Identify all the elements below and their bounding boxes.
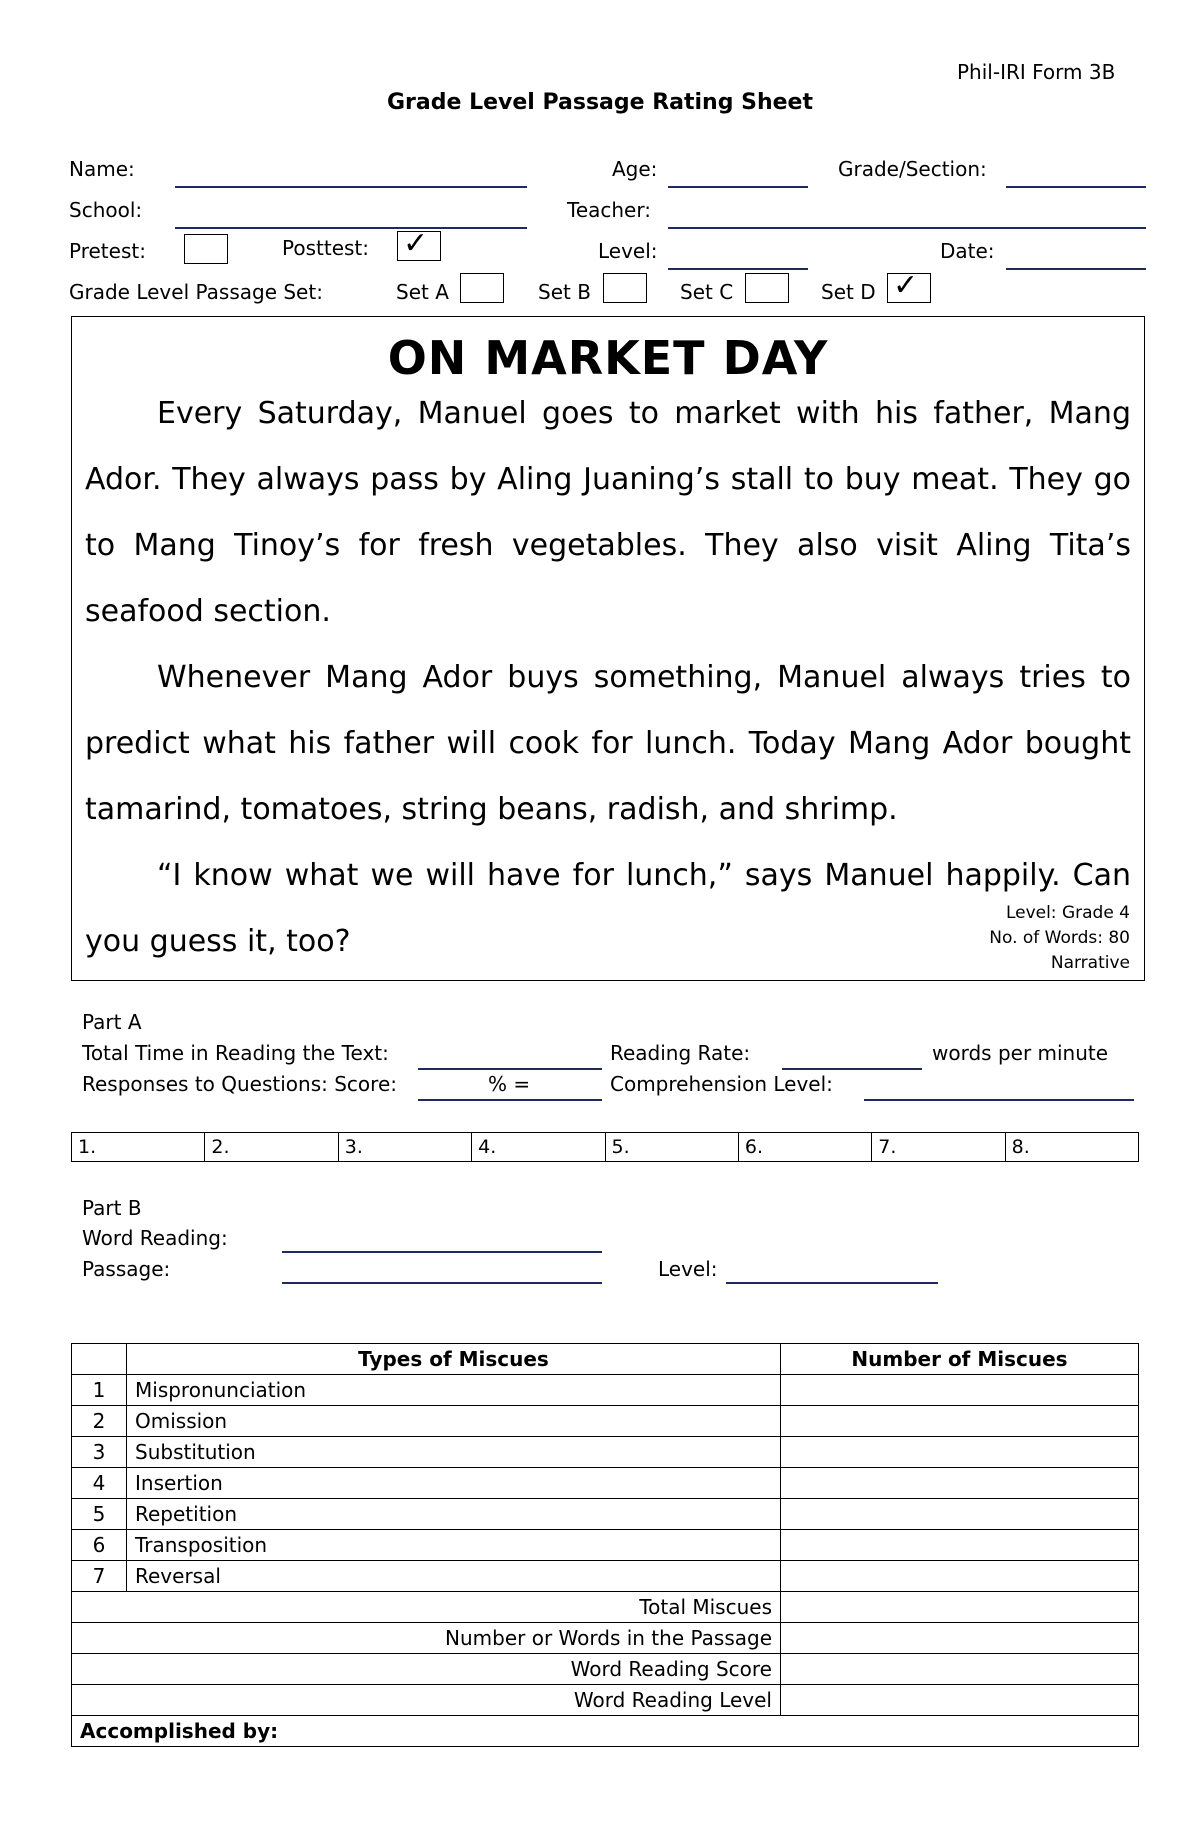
checkmark-icon: ✓ — [403, 226, 429, 261]
word-reading-field[interactable] — [282, 1251, 602, 1253]
word-reading-label: Word Reading: — [82, 1226, 228, 1250]
miscue-type: Mispronunciation — [127, 1375, 781, 1406]
teacher-field[interactable] — [668, 227, 1146, 229]
word-reading-score-label: Word Reading Score — [72, 1654, 781, 1685]
question-cell[interactable]: 8. — [1011, 1136, 1030, 1158]
passage-title: ON MARKET DAY — [387, 331, 829, 385]
set-c-label: Set C — [680, 280, 734, 304]
passage-meta — [989, 901, 1130, 976]
set-a-label: Set A — [396, 280, 449, 304]
passage-paragraph: Every Saturday, Manuel goes to market with his father, Mang Ador. They always pass by Aling Juaning’s stall to buy meat. They go to Mang Tinoy’s for fresh vegetables. They also visit Aling Tita’s seafood section. — [85, 396, 1131, 629]
number-of-words-cell[interactable] — [781, 1623, 1139, 1654]
number-of-words-row — [72, 1623, 1139, 1654]
row-number: 3 — [72, 1437, 127, 1468]
percent-label: % = — [488, 1072, 531, 1096]
part-a-heading: Part A — [82, 1010, 142, 1034]
set-d-checkbox[interactable] — [887, 268, 931, 303]
table-row — [72, 1406, 1139, 1437]
passage-body — [85, 381, 1131, 975]
comprehension-field[interactable] — [864, 1099, 1134, 1101]
table-row — [72, 1530, 1139, 1561]
table-header-number: Number of Miscues — [781, 1344, 1139, 1375]
word-reading-score-cell[interactable] — [781, 1654, 1139, 1685]
reading-rate-label: Reading Rate: — [610, 1041, 751, 1065]
question-cell[interactable]: 2. — [205, 1133, 338, 1161]
set-d-label: Set D — [821, 280, 876, 304]
passage-label: Passage: — [82, 1257, 171, 1281]
set-a-checkbox[interactable] — [460, 273, 504, 303]
miscue-table — [71, 1343, 1139, 1747]
row-number: 1 — [72, 1375, 127, 1406]
part-b-heading: Part B — [82, 1196, 142, 1220]
responses-label: Responses to Questions: Score: — [82, 1072, 397, 1096]
row-number: 2 — [72, 1406, 127, 1437]
question-cell[interactable]: 1. — [72, 1133, 205, 1161]
word-reading-score-row — [72, 1654, 1139, 1685]
row-number: 4 — [72, 1468, 127, 1499]
table-row — [72, 1499, 1139, 1530]
accomplished-by-row — [72, 1716, 1139, 1747]
checkmark-icon: ✓ — [893, 268, 919, 303]
word-reading-level-label: Word Reading Level — [72, 1685, 781, 1716]
miscue-type: Transposition — [127, 1530, 781, 1561]
miscue-count-cell[interactable] — [781, 1468, 1139, 1499]
accomplished-by-label[interactable]: Accomplished by: — [72, 1716, 1139, 1747]
question-cell[interactable]: 3. — [339, 1133, 472, 1161]
table-header-num — [72, 1344, 127, 1375]
date-label: Date: — [940, 239, 995, 263]
total-time-label: Total Time in Reading the Text: — [82, 1041, 389, 1065]
score-field[interactable] — [418, 1099, 602, 1101]
total-miscues-label: Total Miscues — [72, 1592, 781, 1623]
set-b-checkbox[interactable] — [603, 273, 647, 303]
miscue-count-cell[interactable] — [781, 1499, 1139, 1530]
passage-field[interactable] — [282, 1282, 602, 1284]
pretest-label: Pretest: — [69, 239, 146, 263]
passage-paragraph: “I know what we will have for lunch,” says Manuel happily. Can you guess it, too? — [85, 858, 1131, 959]
wpm-label: words per minute — [932, 1041, 1109, 1065]
part-b-level-label: Level: — [658, 1257, 718, 1281]
school-label: School: — [69, 198, 143, 222]
grade-section-field[interactable] — [1006, 186, 1146, 188]
word-reading-level-cell[interactable] — [781, 1685, 1139, 1716]
posttest-label: Posttest: — [282, 236, 369, 260]
passage-paragraph: Whenever Mang Ador buys something, Manuel always tries to predict what his father will cook for lunch. Today Mang Ador bought tamarind, tomatoes, string beans, radish, and shrimp. — [85, 660, 1131, 827]
pretest-checkbox[interactable] — [184, 234, 228, 264]
passage-box — [71, 316, 1145, 981]
grade-section-label: Grade/Section: — [838, 157, 987, 181]
miscue-type: Reversal — [127, 1561, 781, 1592]
table-row — [72, 1375, 1139, 1406]
total-miscues-row — [72, 1592, 1139, 1623]
miscue-count-cell[interactable] — [781, 1530, 1139, 1561]
question-cell[interactable]: 4. — [472, 1133, 605, 1161]
miscue-type: Substitution — [127, 1437, 781, 1468]
table-row — [72, 1561, 1139, 1592]
form-code: Phil-IRI Form 3B — [957, 60, 1116, 84]
row-number: 7 — [72, 1561, 127, 1592]
word-reading-level-row — [72, 1685, 1139, 1716]
miscue-count-cell[interactable] — [781, 1406, 1139, 1437]
total-time-field[interactable] — [418, 1068, 602, 1070]
passage-level: Level: Grade 4 — [1005, 903, 1130, 923]
miscue-type: Repetition — [127, 1499, 781, 1530]
part-b-level-field[interactable] — [726, 1282, 938, 1284]
row-number: 6 — [72, 1530, 127, 1561]
passage-genre: Narrative — [1050, 953, 1130, 973]
date-field[interactable] — [1006, 268, 1146, 270]
number-of-words-label: Number or Words in the Passage — [72, 1623, 781, 1654]
age-field[interactable] — [668, 186, 808, 188]
reading-rate-field[interactable] — [782, 1068, 922, 1070]
school-field[interactable] — [175, 227, 527, 229]
passage-set-label: Grade Level Passage Set: — [69, 280, 323, 304]
question-cell[interactable]: 7. — [872, 1133, 1005, 1161]
sheet-title: Grade Level Passage Rating Sheet — [386, 90, 813, 115]
miscue-count-cell[interactable] — [781, 1561, 1139, 1592]
miscue-type: Insertion — [127, 1468, 781, 1499]
miscue-count-cell[interactable] — [781, 1437, 1139, 1468]
set-c-checkbox[interactable] — [745, 273, 789, 303]
question-cell[interactable]: 5. — [606, 1133, 739, 1161]
level-field[interactable] — [668, 268, 808, 270]
level-label: Level: — [598, 239, 658, 263]
comprehension-label: Comprehension Level: — [610, 1072, 833, 1096]
total-miscues-cell[interactable] — [781, 1592, 1139, 1623]
table-header-types: Types of Miscues — [127, 1344, 781, 1375]
teacher-label: Teacher: — [567, 198, 651, 222]
table-row — [72, 1437, 1139, 1468]
posttest-checkbox[interactable] — [397, 226, 441, 261]
row-number: 5 — [72, 1499, 127, 1530]
name-label: Name: — [69, 157, 135, 181]
age-label: Age: — [612, 157, 658, 181]
set-b-label: Set B — [538, 280, 591, 304]
question-cell[interactable]: 6. — [739, 1133, 872, 1161]
passage-word-count: No. of Words: 80 — [989, 928, 1130, 948]
miscue-type: Omission — [127, 1406, 781, 1437]
table-header-row — [72, 1344, 1139, 1375]
miscue-count-cell[interactable] — [781, 1375, 1139, 1406]
question-row — [71, 1132, 1139, 1162]
name-field[interactable] — [175, 186, 527, 188]
table-row — [72, 1468, 1139, 1499]
